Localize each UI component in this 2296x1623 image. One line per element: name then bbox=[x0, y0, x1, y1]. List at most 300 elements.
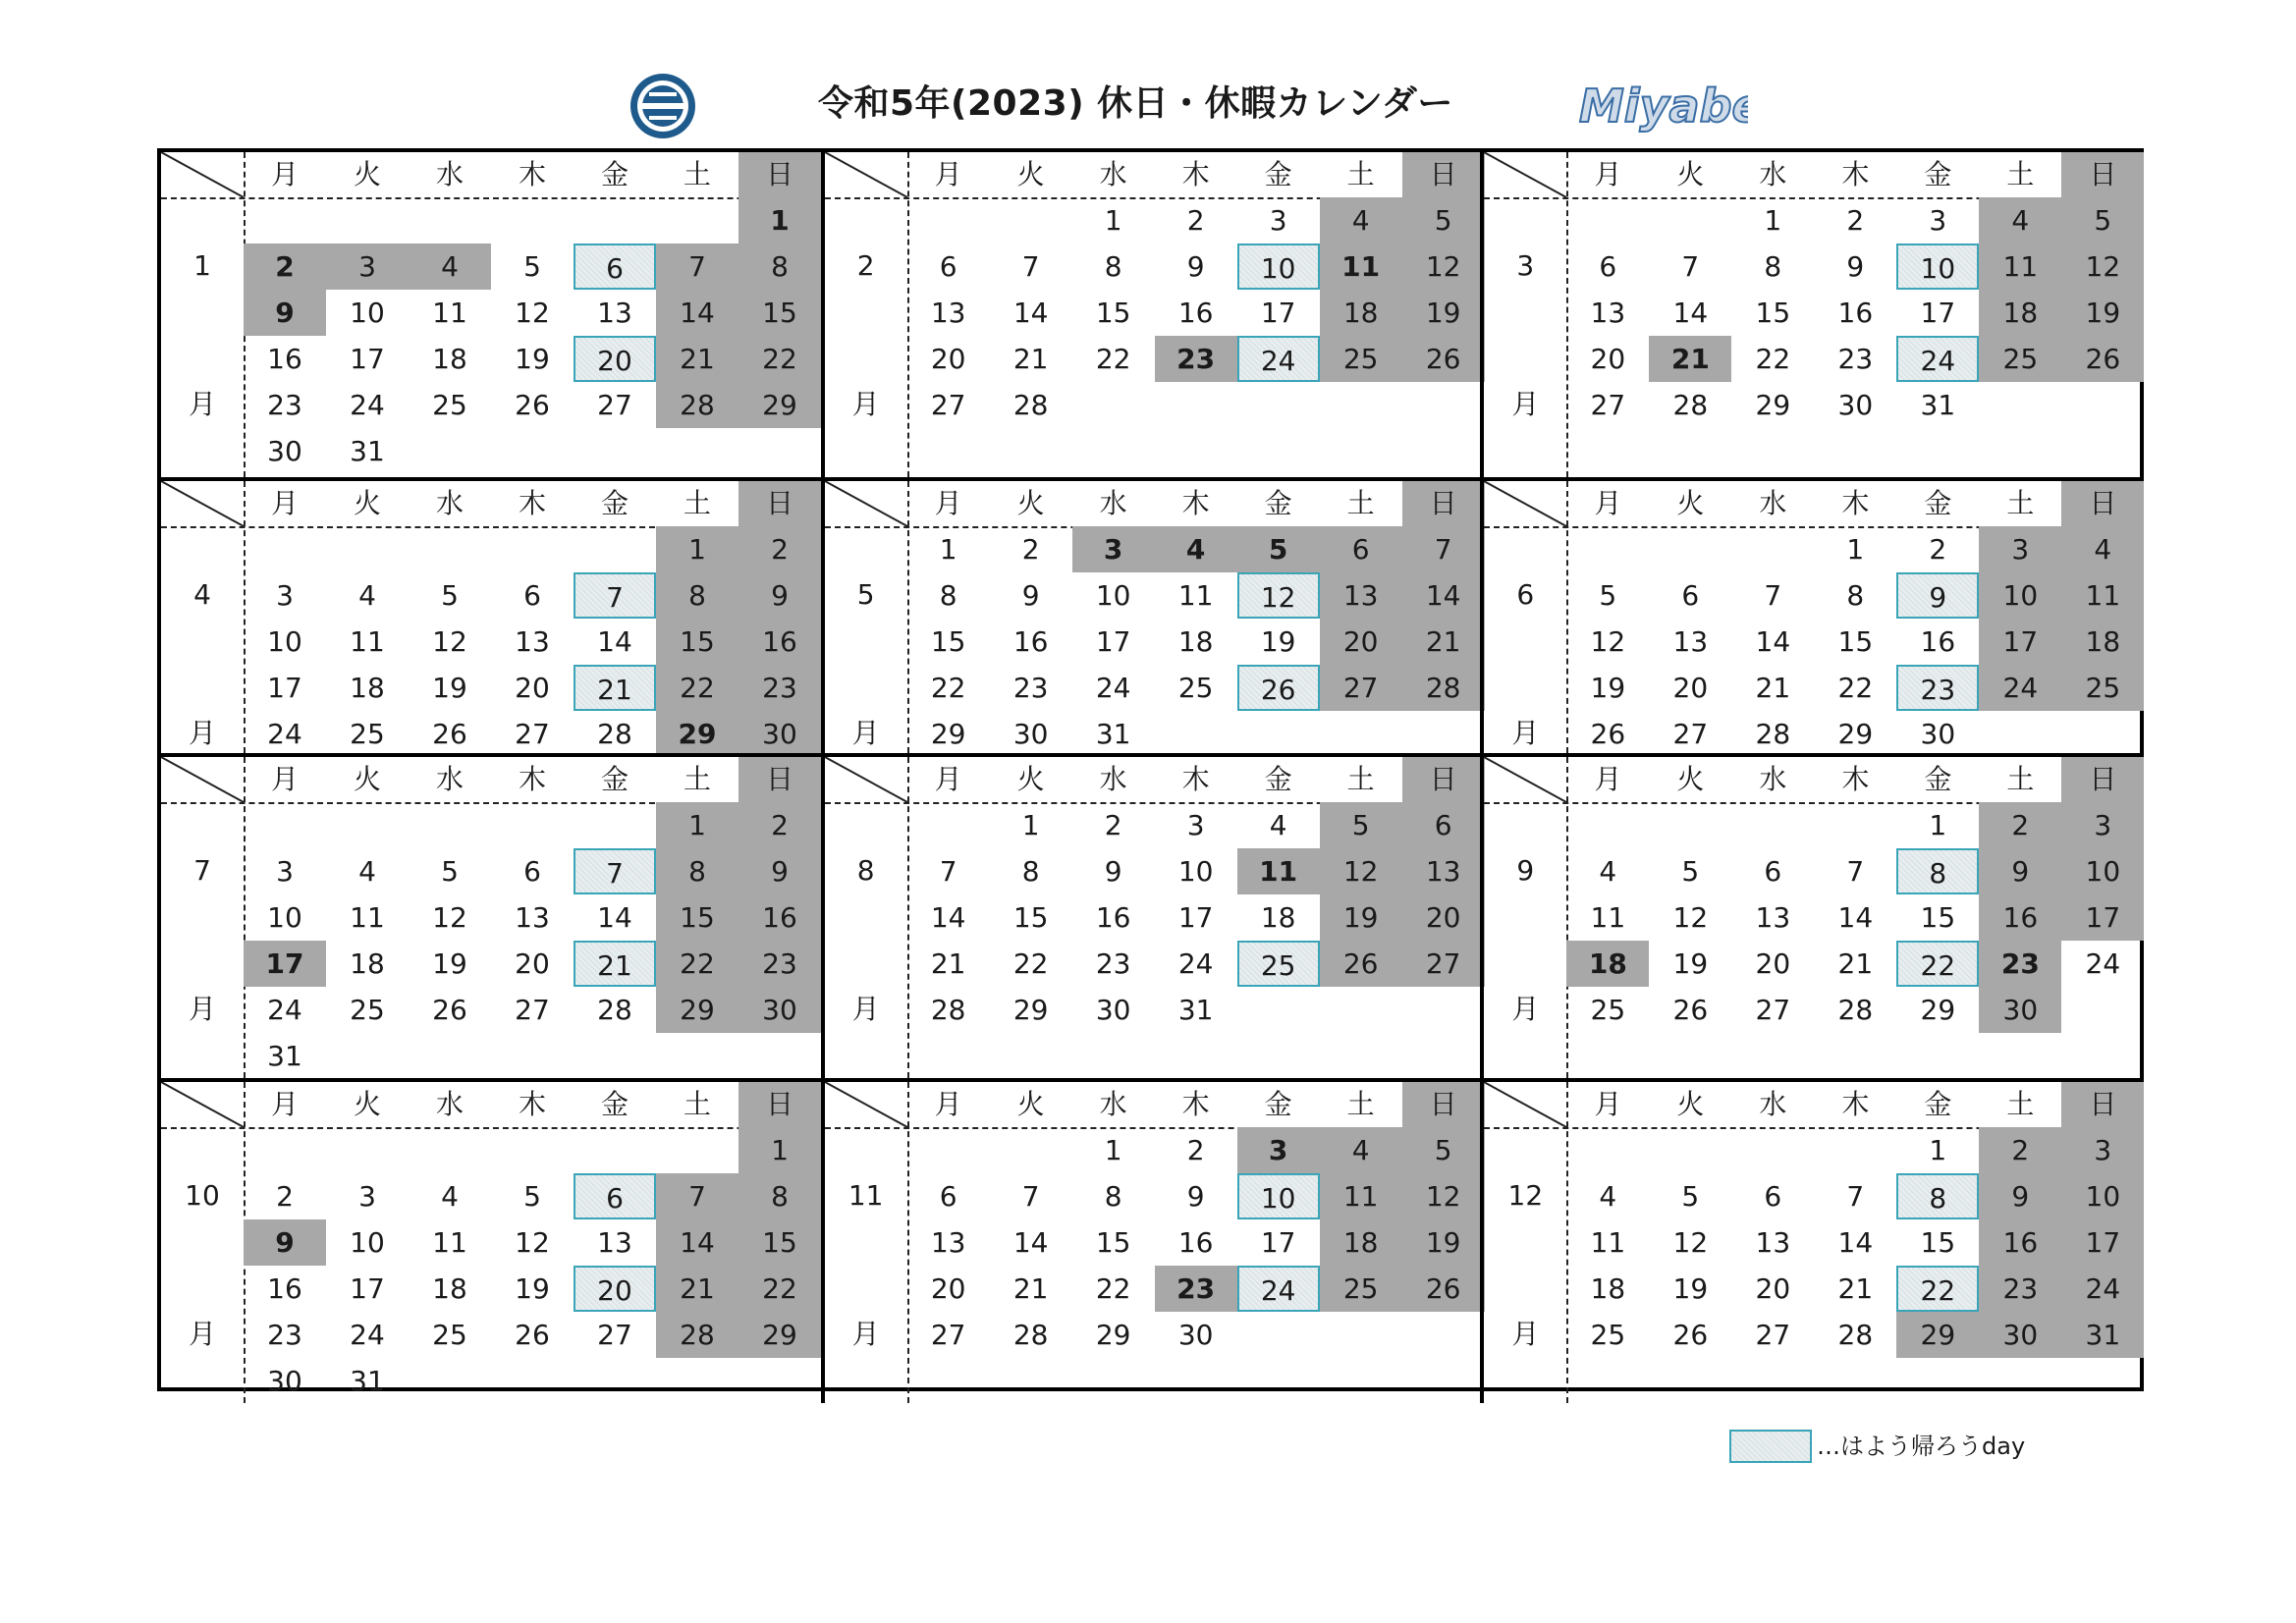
day-cell: 7 bbox=[574, 572, 656, 619]
day-cell: 20 bbox=[1672, 672, 1709, 704]
month-4 bbox=[161, 477, 821, 753]
day-cell: 1 bbox=[1764, 204, 1782, 237]
day-cell: 13 bbox=[1755, 1226, 1791, 1259]
month-suffix: 月 bbox=[1511, 388, 1540, 420]
day-cell: 10 bbox=[1177, 855, 1214, 888]
day-cell: 19 bbox=[1402, 290, 1485, 336]
day-cell: 28 bbox=[930, 994, 966, 1026]
weekday-label: 木 bbox=[1841, 158, 1870, 190]
day-cell: 19 bbox=[515, 343, 550, 375]
day-cell: 4 bbox=[409, 243, 491, 290]
day-cell: 18 bbox=[2061, 619, 2144, 665]
day-cell: 21 bbox=[930, 947, 966, 980]
day-cell: 15 bbox=[656, 894, 738, 941]
day-cell: 19 bbox=[1590, 672, 1626, 704]
day-cell: 6 bbox=[574, 1173, 656, 1219]
day-cell: 12 bbox=[1402, 243, 1485, 290]
day-cell: 25 bbox=[1590, 994, 1626, 1026]
day-cell: 4 bbox=[1320, 197, 1402, 243]
weekday-label: 月 bbox=[934, 487, 962, 519]
day-cell: 11 bbox=[1590, 1226, 1626, 1259]
day-cell: 16 bbox=[738, 619, 821, 665]
day-cell: 3 bbox=[1072, 526, 1155, 572]
day-cell: 6 bbox=[939, 1180, 957, 1213]
day-cell: 22 bbox=[1095, 343, 1131, 375]
day-cell: 29 bbox=[1896, 1312, 1979, 1358]
day-cell: 20 bbox=[1755, 947, 1791, 980]
weekday-label: 金 bbox=[1924, 158, 1952, 190]
day-cell: 24 bbox=[1979, 665, 2061, 711]
day-cell: 2 bbox=[1186, 204, 1205, 237]
month-suffix: 月 bbox=[188, 993, 216, 1025]
day-cell: 31 bbox=[1095, 718, 1131, 750]
day-cell: 29 bbox=[656, 711, 738, 757]
day-cell: 5 bbox=[1599, 579, 1617, 612]
day-cell: 19 bbox=[1672, 1272, 1709, 1305]
weekday-label: 月 bbox=[934, 1088, 962, 1120]
day-cell: 16 bbox=[267, 1272, 302, 1305]
day-cell: 27 bbox=[1320, 665, 1402, 711]
weekday-label: 水 bbox=[1759, 1088, 1787, 1120]
weekday-label: 日 bbox=[738, 481, 821, 526]
weekday-label: 水 bbox=[435, 1088, 464, 1120]
day-cell: 23 bbox=[1979, 941, 2061, 987]
day-cell: 8 bbox=[656, 848, 738, 894]
day-cell: 20 bbox=[1755, 1272, 1791, 1305]
weekday-label: 金 bbox=[1924, 1088, 1952, 1120]
weekday-label: 水 bbox=[1099, 763, 1127, 795]
month-3 bbox=[1480, 152, 2140, 477]
day-cell: 13 bbox=[1402, 848, 1485, 894]
weekday-label: 金 bbox=[600, 487, 629, 519]
corner-diagonal bbox=[825, 757, 907, 802]
day-cell: 8 bbox=[1846, 579, 1865, 612]
day-cell: 19 bbox=[2061, 290, 2144, 336]
day-cell: 28 bbox=[656, 1312, 738, 1358]
day-cell: 9 bbox=[244, 290, 326, 336]
day-cell: 17 bbox=[2061, 894, 2144, 941]
weekday-label: 土 bbox=[683, 158, 711, 190]
day-cell: 25 bbox=[350, 718, 385, 750]
day-cell: 28 bbox=[656, 382, 738, 428]
weekday-label: 月 bbox=[1594, 487, 1622, 519]
weekday-label: 日 bbox=[738, 757, 821, 802]
weekday-label: 木 bbox=[518, 763, 546, 795]
weekday-label: 水 bbox=[1759, 487, 1787, 519]
day-cell: 25 bbox=[432, 1319, 467, 1351]
weekday-label: 火 bbox=[353, 1088, 381, 1120]
day-cell: 19 bbox=[515, 1272, 550, 1305]
month-suffix: 月 bbox=[1511, 993, 1540, 1025]
day-cell: 6 bbox=[523, 855, 541, 888]
month-number: 12 bbox=[1507, 1179, 1544, 1212]
day-cell: 10 bbox=[1237, 243, 1320, 290]
day-cell: 24 bbox=[267, 994, 302, 1026]
day-cell: 22 bbox=[738, 1266, 821, 1312]
day-cell: 14 bbox=[1755, 625, 1791, 658]
day-cell: 8 bbox=[1104, 250, 1122, 283]
day-cell: 31 bbox=[2061, 1312, 2144, 1358]
month-10 bbox=[161, 1078, 821, 1403]
weekday-label: 日 bbox=[2061, 152, 2144, 197]
day-cell: 14 bbox=[1672, 297, 1709, 329]
weekday-label: 木 bbox=[1841, 487, 1870, 519]
day-cell: 27 bbox=[1402, 941, 1485, 987]
day-cell: 30 bbox=[1095, 994, 1131, 1026]
day-cell: 19 bbox=[432, 947, 467, 980]
day-cell: 10 bbox=[1979, 572, 2061, 619]
day-cell: 10 bbox=[350, 1226, 385, 1259]
weekday-label: 金 bbox=[600, 763, 629, 795]
day-cell: 11 bbox=[1590, 901, 1626, 934]
day-cell: 20 bbox=[515, 672, 550, 704]
day-cell: 4 bbox=[441, 1180, 459, 1213]
day-cell: 19 bbox=[1402, 1219, 1485, 1266]
weekday-label: 火 bbox=[1676, 487, 1705, 519]
day-cell: 20 bbox=[1590, 343, 1626, 375]
weekday-label: 金 bbox=[1264, 1088, 1292, 1120]
month-suffix: 月 bbox=[1511, 1318, 1540, 1350]
day-cell: 24 bbox=[350, 389, 385, 421]
calendar-grid bbox=[157, 148, 2144, 1397]
weekday-label: 水 bbox=[1099, 158, 1127, 190]
day-cell: 15 bbox=[930, 625, 966, 658]
day-cell: 2 bbox=[244, 243, 326, 290]
day-cell: 12 bbox=[1237, 572, 1320, 619]
day-cell: 7 bbox=[1846, 1180, 1865, 1213]
weekday-label: 土 bbox=[1346, 763, 1375, 795]
weekday-label: 土 bbox=[683, 763, 711, 795]
day-cell: 8 bbox=[738, 243, 821, 290]
day-cell: 21 bbox=[1837, 1272, 1874, 1305]
day-cell: 30 bbox=[1012, 718, 1049, 750]
weekday-label: 日 bbox=[1402, 757, 1485, 802]
day-cell: 24 bbox=[1095, 672, 1131, 704]
day-cell: 18 bbox=[432, 343, 467, 375]
weekday-label: 土 bbox=[2006, 487, 2035, 519]
day-cell: 1 bbox=[738, 197, 821, 243]
day-cell: 17 bbox=[2061, 1219, 2144, 1266]
month-number: 11 bbox=[847, 1179, 884, 1212]
weekday-label: 水 bbox=[435, 158, 464, 190]
day-cell: 5 bbox=[1237, 526, 1320, 572]
day-cell: 21 bbox=[1012, 1272, 1049, 1305]
day-cell: 27 bbox=[597, 389, 632, 421]
day-cell: 9 bbox=[1186, 1180, 1205, 1213]
day-cell: 13 bbox=[597, 297, 632, 329]
day-cell: 11 bbox=[1979, 243, 2061, 290]
day-cell: 9 bbox=[738, 572, 821, 619]
day-cell: 17 bbox=[1095, 625, 1131, 658]
corner-diagonal bbox=[825, 481, 907, 526]
weekday-label: 月 bbox=[270, 1088, 299, 1120]
weekday-label: 日 bbox=[2061, 481, 2144, 526]
weekday-label: 日 bbox=[1402, 481, 1485, 526]
day-cell: 9 bbox=[1104, 855, 1122, 888]
day-cell: 14 bbox=[1012, 297, 1049, 329]
day-cell: 10 bbox=[2061, 1173, 2144, 1219]
weekday-label: 木 bbox=[518, 487, 546, 519]
weekday-label: 土 bbox=[2006, 763, 2035, 795]
day-cell: 3 bbox=[276, 579, 294, 612]
day-cell: 8 bbox=[738, 1173, 821, 1219]
day-cell: 9 bbox=[1846, 250, 1865, 283]
day-cell: 30 bbox=[1177, 1319, 1214, 1351]
weekday-label: 月 bbox=[1594, 158, 1622, 190]
day-cell: 3 bbox=[2061, 1127, 2144, 1173]
day-cell: 11 bbox=[1237, 848, 1320, 894]
weekday-label: 日 bbox=[2061, 1082, 2144, 1127]
day-cell: 23 bbox=[1012, 672, 1049, 704]
day-cell: 30 bbox=[1920, 718, 1956, 750]
day-cell: 22 bbox=[1095, 1272, 1131, 1305]
day-cell: 24 bbox=[267, 718, 302, 750]
day-cell: 8 bbox=[1764, 250, 1782, 283]
day-cell: 21 bbox=[1012, 343, 1049, 375]
weekday-label: 木 bbox=[1841, 1088, 1870, 1120]
day-cell: 14 bbox=[597, 901, 632, 934]
corner-diagonal bbox=[1484, 152, 1566, 197]
day-cell: 25 bbox=[350, 994, 385, 1026]
day-cell: 26 bbox=[515, 389, 550, 421]
day-cell: 29 bbox=[1012, 994, 1049, 1026]
day-cell: 8 bbox=[1896, 1173, 1979, 1219]
day-cell: 28 bbox=[1837, 1319, 1874, 1351]
day-cell: 2 bbox=[276, 1180, 294, 1213]
month-suffix: 月 bbox=[188, 717, 216, 749]
weekday-label: 月 bbox=[270, 487, 299, 519]
day-cell: 24 bbox=[2061, 1266, 2144, 1312]
day-cell: 4 bbox=[1155, 526, 1237, 572]
day-cell: 19 bbox=[1260, 625, 1296, 658]
month-suffix: 月 bbox=[851, 1318, 880, 1350]
day-cell: 7 bbox=[1021, 250, 1040, 283]
day-cell: 7 bbox=[656, 1173, 738, 1219]
weekday-label: 火 bbox=[353, 487, 381, 519]
day-cell: 20 bbox=[574, 1266, 656, 1312]
day-cell: 24 bbox=[2085, 947, 2121, 980]
day-cell: 5 bbox=[1320, 802, 1402, 848]
corner-diagonal bbox=[1484, 481, 1566, 526]
weekday-label: 日 bbox=[738, 152, 821, 197]
day-cell: 27 bbox=[515, 994, 550, 1026]
day-cell: 12 bbox=[515, 297, 550, 329]
day-cell: 7 bbox=[939, 855, 957, 888]
day-cell: 3 bbox=[1979, 526, 2061, 572]
day-cell: 27 bbox=[930, 1319, 966, 1351]
day-cell: 14 bbox=[1837, 901, 1874, 934]
day-cell: 15 bbox=[738, 1219, 821, 1266]
day-cell: 30 bbox=[267, 435, 302, 467]
day-cell: 26 bbox=[432, 718, 467, 750]
day-cell: 21 bbox=[1402, 619, 1485, 665]
day-cell: 5 bbox=[2061, 197, 2144, 243]
day-cell: 12 bbox=[1590, 625, 1626, 658]
month-number: 1 bbox=[193, 249, 211, 282]
day-cell: 2 bbox=[1979, 802, 2061, 848]
weekday-label: 火 bbox=[1016, 487, 1045, 519]
day-cell: 18 bbox=[1260, 901, 1296, 934]
weekday-label: 木 bbox=[518, 158, 546, 190]
day-cell: 4 bbox=[1320, 1127, 1402, 1173]
day-cell: 11 bbox=[1177, 579, 1214, 612]
day-cell: 3 bbox=[326, 243, 409, 290]
day-cell: 25 bbox=[1177, 672, 1214, 704]
day-cell: 26 bbox=[432, 994, 467, 1026]
corner-diagonal bbox=[1484, 757, 1566, 802]
month-suffix: 月 bbox=[851, 993, 880, 1025]
day-cell: 6 bbox=[1681, 579, 1700, 612]
day-cell: 23 bbox=[267, 389, 302, 421]
weekday-label: 金 bbox=[1264, 158, 1292, 190]
weekday-label: 月 bbox=[270, 158, 299, 190]
day-cell: 13 bbox=[930, 1226, 966, 1259]
day-cell: 5 bbox=[441, 579, 459, 612]
day-cell: 8 bbox=[1104, 1180, 1122, 1213]
day-cell: 12 bbox=[1672, 1226, 1709, 1259]
day-cell: 12 bbox=[1320, 848, 1402, 894]
day-cell: 18 bbox=[1320, 1219, 1402, 1266]
day-cell: 12 bbox=[2061, 243, 2144, 290]
weekday-label: 金 bbox=[1264, 763, 1292, 795]
day-cell: 12 bbox=[1402, 1173, 1485, 1219]
weekday-label: 土 bbox=[1346, 487, 1375, 519]
weekday-label: 水 bbox=[1759, 763, 1787, 795]
corner-diagonal bbox=[825, 152, 907, 197]
day-cell: 10 bbox=[350, 297, 385, 329]
day-cell: 27 bbox=[930, 389, 966, 421]
day-cell: 20 bbox=[515, 947, 550, 980]
month-6 bbox=[1480, 477, 2140, 753]
day-cell: 5 bbox=[1681, 855, 1700, 888]
day-cell: 15 bbox=[656, 619, 738, 665]
day-cell: 22 bbox=[930, 672, 966, 704]
day-cell: 8 bbox=[656, 572, 738, 619]
day-cell: 16 bbox=[738, 894, 821, 941]
day-cell: 11 bbox=[432, 1226, 467, 1259]
weekday-label: 木 bbox=[1181, 763, 1210, 795]
day-cell: 7 bbox=[656, 243, 738, 290]
day-cell: 13 bbox=[1672, 625, 1709, 658]
day-cell: 9 bbox=[738, 848, 821, 894]
day-cell: 21 bbox=[656, 336, 738, 382]
weekday-label: 火 bbox=[1016, 1088, 1045, 1120]
day-cell: 20 bbox=[1402, 894, 1485, 941]
day-cell: 7 bbox=[1846, 855, 1865, 888]
day-cell: 8 bbox=[939, 579, 957, 612]
day-cell: 13 bbox=[515, 625, 550, 658]
corner-diagonal bbox=[161, 481, 244, 526]
day-cell: 16 bbox=[1177, 1226, 1214, 1259]
day-cell: 17 bbox=[1920, 297, 1956, 329]
weekday-label: 土 bbox=[683, 487, 711, 519]
day-cell: 15 bbox=[1920, 1226, 1956, 1259]
day-cell: 17 bbox=[1260, 1226, 1296, 1259]
day-cell: 1 bbox=[738, 1127, 821, 1173]
day-cell: 16 bbox=[1095, 901, 1131, 934]
corner-diagonal bbox=[825, 1082, 907, 1127]
page-title: 令和5年(2023) 休日・休暇カレンダー bbox=[818, 83, 1453, 124]
day-cell: 2 bbox=[1979, 1127, 2061, 1173]
weekday-label: 水 bbox=[1099, 1088, 1127, 1120]
day-cell: 5 bbox=[523, 1180, 541, 1213]
day-cell: 21 bbox=[1837, 947, 1874, 980]
day-cell: 2 bbox=[738, 526, 821, 572]
day-cell: 30 bbox=[267, 1365, 302, 1397]
day-cell: 20 bbox=[1320, 619, 1402, 665]
day-cell: 7 bbox=[1681, 250, 1700, 283]
day-cell: 12 bbox=[515, 1226, 550, 1259]
month-number: 4 bbox=[193, 578, 211, 611]
day-cell: 15 bbox=[1920, 901, 1956, 934]
weekday-label: 水 bbox=[435, 763, 464, 795]
day-cell: 18 bbox=[1590, 1272, 1626, 1305]
weekday-label: 水 bbox=[435, 487, 464, 519]
day-cell: 8 bbox=[1021, 855, 1040, 888]
day-cell: 25 bbox=[2061, 665, 2144, 711]
month-7 bbox=[161, 753, 821, 1078]
day-cell: 28 bbox=[1672, 389, 1709, 421]
svg-text:Miyabe: Miyabe bbox=[1579, 80, 1748, 133]
day-cell: 14 bbox=[930, 901, 966, 934]
day-cell: 1 bbox=[1104, 204, 1122, 237]
day-cell: 14 bbox=[1012, 1226, 1049, 1259]
day-cell: 21 bbox=[656, 1266, 738, 1312]
weekday-label: 土 bbox=[2006, 1088, 2035, 1120]
day-cell: 8 bbox=[1896, 848, 1979, 894]
day-cell: 6 bbox=[1320, 526, 1402, 572]
day-cell: 28 bbox=[597, 718, 632, 750]
month-number: 5 bbox=[856, 578, 875, 611]
day-cell: 19 bbox=[432, 672, 467, 704]
day-cell: 9 bbox=[1186, 250, 1205, 283]
weekday-label: 火 bbox=[1016, 763, 1045, 795]
day-cell: 5 bbox=[1402, 197, 1485, 243]
day-cell: 20 bbox=[930, 1272, 966, 1305]
day-cell: 31 bbox=[350, 435, 385, 467]
day-cell: 12 bbox=[432, 625, 467, 658]
day-cell: 16 bbox=[1979, 1219, 2061, 1266]
day-cell: 16 bbox=[1920, 625, 1956, 658]
day-cell: 16 bbox=[1177, 297, 1214, 329]
weekday-label: 土 bbox=[1346, 1088, 1375, 1120]
day-cell: 17 bbox=[267, 672, 302, 704]
corner-diagonal bbox=[1484, 1082, 1566, 1127]
day-cell: 15 bbox=[1095, 297, 1131, 329]
month-9 bbox=[1480, 753, 2140, 1078]
weekday-label: 月 bbox=[1594, 1088, 1622, 1120]
weekday-label: 火 bbox=[1676, 763, 1705, 795]
day-cell: 28 bbox=[1837, 994, 1874, 1026]
day-cell: 22 bbox=[738, 336, 821, 382]
weekday-label: 土 bbox=[2006, 158, 2035, 190]
day-cell: 23 bbox=[1979, 1266, 2061, 1312]
day-cell: 29 bbox=[1095, 1319, 1131, 1351]
day-cell: 4 bbox=[1979, 197, 2061, 243]
day-cell: 20 bbox=[930, 343, 966, 375]
day-cell: 4 bbox=[1599, 855, 1617, 888]
day-cell: 23 bbox=[1155, 1266, 1237, 1312]
day-cell: 10 bbox=[267, 625, 302, 658]
day-cell: 18 bbox=[1177, 625, 1214, 658]
day-cell: 25 bbox=[432, 389, 467, 421]
day-cell: 17 bbox=[350, 1272, 385, 1305]
day-cell: 27 bbox=[1755, 994, 1791, 1026]
day-cell: 5 bbox=[1681, 1180, 1700, 1213]
day-cell: 22 bbox=[656, 941, 738, 987]
weekday-label: 土 bbox=[683, 1088, 711, 1120]
day-cell: 24 bbox=[1177, 947, 1214, 980]
